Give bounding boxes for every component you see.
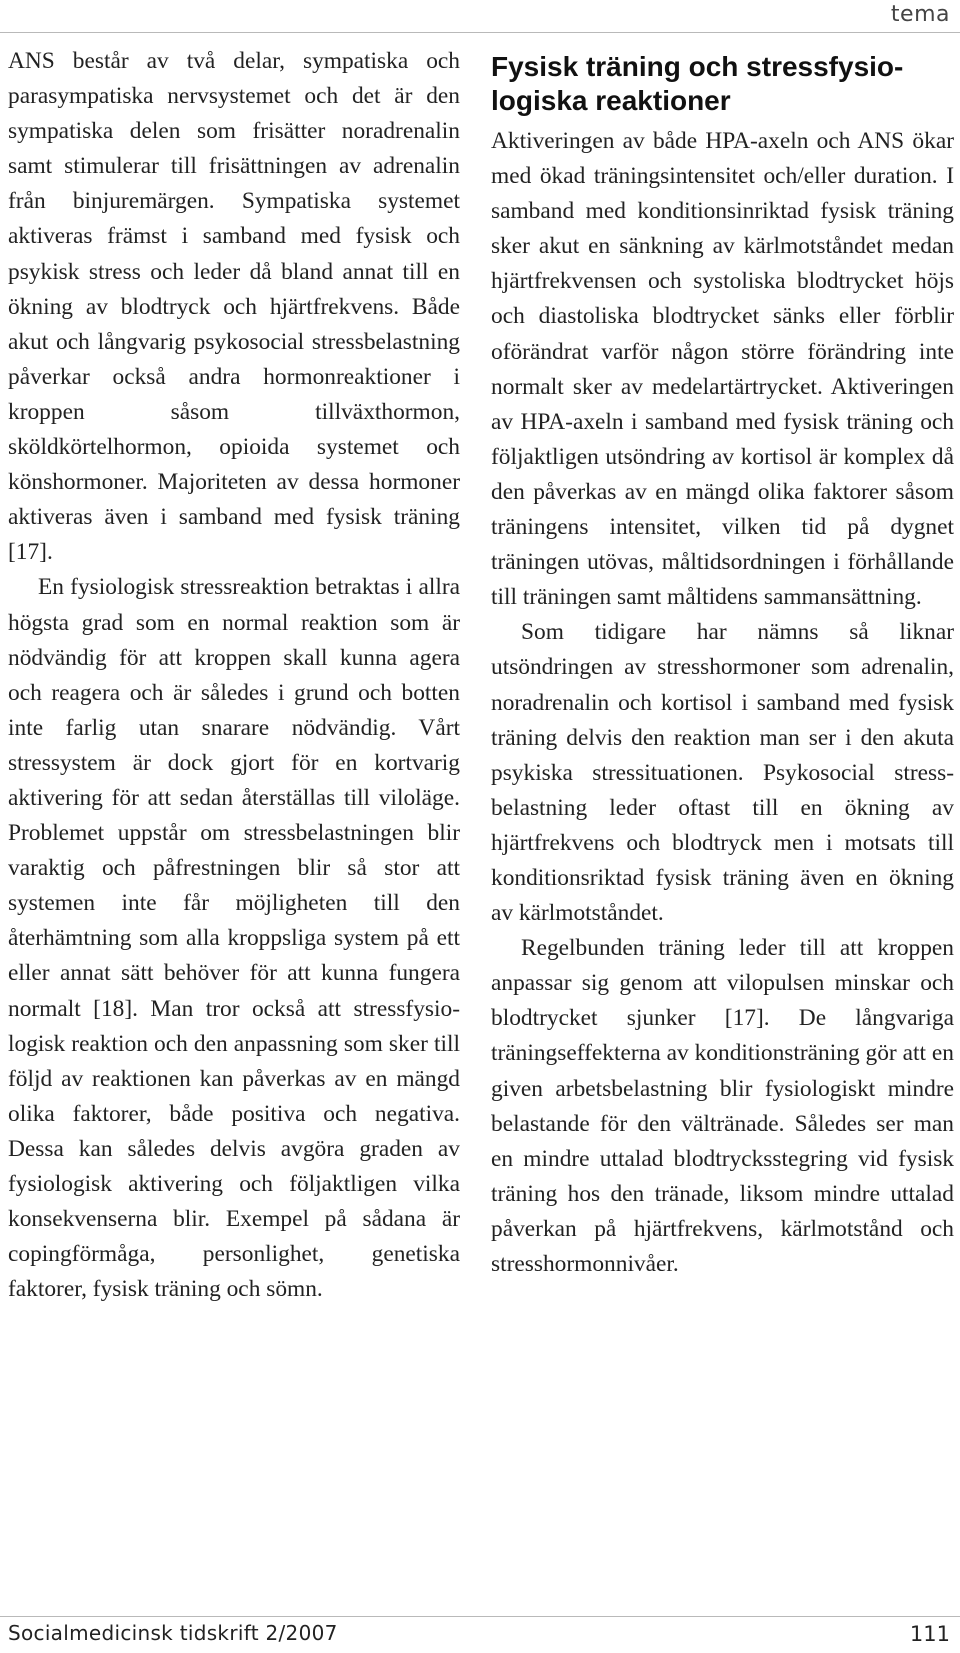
body-paragraph: ANS består av två delar, sympatiska och parasympatiska nervsystemet och det är den sympatiska delen som frisätter noradrenalin samt stimulerar till frisättningen av adrenalin från binjuremärgen. Sympatiska systemet aktiveras främst i samband med fysisk och psykisk stress och leder då bland annat till en ökning av blodtryck och hjärtfrekvens. Både akut och långvarig psykosocial stressbelastning påverkar också andra hormonreaktioner i kroppen såsom tillväxthormon, sköldkörtelhormon, opioida systemet och könshormoner. Majoriteten av dessa hormoner aktiveras även i samband med fysisk träning [17]. xyxy=(8,48,460,566)
footer-rule xyxy=(0,1616,960,1617)
body-paragraph: Aktiveringen av både HPA-axeln och ANS ökar med ökad träningsintensitet och/eller duration. I samband med konditionsinriktad fysisk träning sker akut en sänkning av kärlmotståndet medan hjärtfrekvensen och systoliska blodtrycket höjs och diastoliska blodtrycket sänks eller förblir oförändrat varför någon större förändring inte normalt sker av medelartärtrycket. Aktiveringen av HPA-axeln i samband med fysisk träning och följaktligen utsöndring av kortisol är komplex då den påverkas av en mängd olika faktorer såsom träningens intensitet, vilken tid på dygnet träningen utövas, måltidsordningen i förhållande till träningen samt måltidens sammansättning. xyxy=(491,128,954,611)
body-paragraph: Som tidigare har nämns så liknar utsöndringen av stresshormoner som adrenalin, noradrenalin och kortisol i samband med fysisk träning delvis den reaktion man ser i den akuta psykiska stressituationen. Psykosocial stressbelastning leder oftast till en ökning av hjärtfrekvens och blodtryck men i motsats till konditionsriktad fysisk träning även en ökning av kärlmotståndet. xyxy=(491,619,954,927)
journal-name: Socialmedicinsk tidskrift 2/2007 xyxy=(8,1621,338,1645)
left-column xyxy=(8,44,460,1307)
body-paragraph: Regelbunden träning leder till att kroppen anpassar sig genom att vilopulsen minskar och blodtrycket sjunker [17]. De långvariga träningseffekterna av konditionsträning gör att en given arbetsbelastning blir fysiologiskt mindre belastande för den vältränade. Således ser man en mindre uttalad blodtrycksstegring vid fysisk träning hos den tränade, liksom mindre uttalad påverkan på hjärtfrekvens, kärlmotstånd och stresshormonnivåer. xyxy=(491,935,954,1277)
header-rule xyxy=(0,32,960,33)
page-number: 111 xyxy=(909,1622,950,1646)
body-paragraph: En fysiologisk stressreaktion betraktas i allra högsta grad som en normal reaktion som är nödvändig för att kroppen skall kunna agera och reagera och är således i grund och botten inte farlig utan snarare nödvändig. Vårt stressystem är dock gjort för en kortvarig aktivering för att sedan återställas till viloläge. Problemet uppstår om stressbelastningen blir varaktig och påfrestningen blir så stor att systemen inte får möjligheten till den återhämtning som alla kroppsliga system på ett eller annat sätt behöver för att kunna fungera normalt [18]. Man tror också att stressfysiologisk reaktion och den anpassning som sker till följd av reaktionen kan påverkas av en mängd olika faktorer, både positiva och negativa. Dessa kan således delvis avgöra graden av fysiologisk aktivering och följaktligen vilka konsekvenserna blir. Exempel på sådana är copingförmåga, personlighet, genetiska faktorer, fysisk träning och sömn. xyxy=(8,574,460,1303)
right-column xyxy=(491,44,954,1282)
section-heading: Fysisk träning och stressfysiologiska reaktioner xyxy=(491,51,904,116)
section-tag: tema xyxy=(890,2,950,27)
